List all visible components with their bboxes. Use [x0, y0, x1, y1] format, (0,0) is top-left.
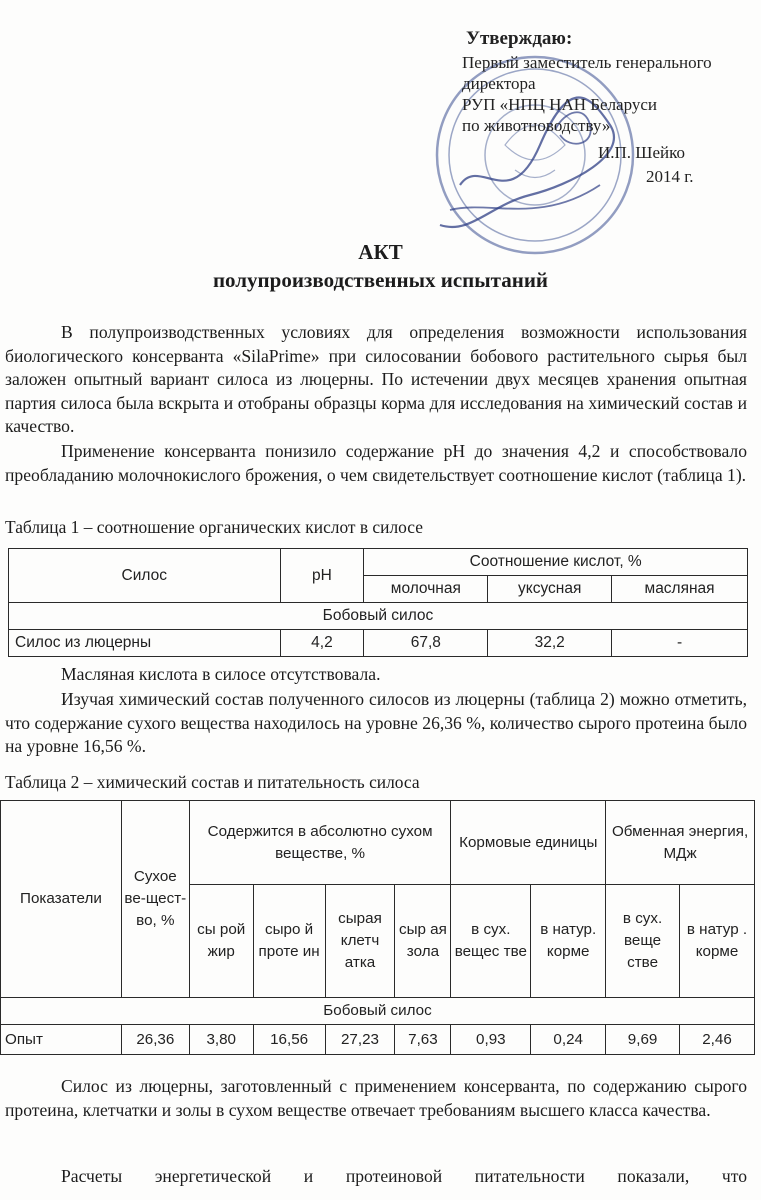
table-cell: 2,46 — [680, 1025, 755, 1055]
table-cell: 9,69 — [606, 1025, 680, 1055]
table1-header-acetic: уксусная — [488, 576, 612, 603]
table1-header-butyric: масляная — [612, 576, 748, 603]
paragraph-quality: Силос из люцерны, заготовленный с применением консерванта, по содержанию сырого протеина, клетчатки и золы в сухом веществе отвечает требованиям высшего класса качества. — [5, 1076, 747, 1120]
table-cell: 27,23 — [325, 1025, 395, 1055]
paragraph-composition: Изучая химический состав полученного силосов из люцерны (таблица 2) можно отметить, что содержание сухого вещества находилось на уровне 26,36 %, количество сырого протеина было на уровне 16,56 %. — [5, 689, 747, 756]
approval-block — [462, 28, 752, 186]
approval-line: РУП «НПЦ НАН Беларуси — [462, 95, 658, 114]
table2-header-en-nat: в натур . корме — [680, 885, 755, 998]
table-cell: Опыт — [1, 1025, 122, 1055]
approval-year: 2014 г. — [646, 167, 694, 186]
table2-header-fat: сы рой жир — [189, 885, 253, 998]
document-title: АКТ — [358, 240, 403, 264]
approval-line: директора — [462, 74, 536, 93]
approval-signer: И.П. Шейко — [598, 143, 685, 162]
table-cell: Силос из люцерны — [9, 630, 281, 657]
table2-header-en-dry: в сух. веще стве — [606, 885, 680, 998]
approval-heading: Утверждаю: — [466, 28, 573, 49]
document-subtitle: полупроизводственных испытаний — [212, 268, 549, 292]
table2-header-protein: сыро й проте ин — [253, 885, 325, 998]
table-cell: 4,2 — [280, 630, 364, 657]
paragraph-energy: Расчеты энергетической и протеиновой питательности показали, что — [61, 1166, 747, 1186]
table1-header-lactic: молочная — [364, 576, 488, 603]
table2-header-fiber: сырая клетч атка — [325, 885, 395, 998]
table-cell: 0,93 — [451, 1025, 531, 1055]
table2-header-contains: Содержится в абсолютно сухом веществе, % — [189, 801, 451, 885]
table2-header-energy: Обменная энергия, МДж — [606, 801, 755, 885]
table1-group-row: Бобовый силос — [9, 603, 748, 630]
table-cell: 67,8 — [364, 630, 488, 657]
paragraph-ph: Применение консерванта понизило содержание рН до значения 4,2 и способствовало преобладанию молочнокислого брожения, о чем свидетельствует соотношение кислот (таблица 1). — [5, 441, 747, 485]
chemical-composition-table — [0, 800, 755, 1055]
paragraph-intro: В полупроизводственных условиях для определения возможности использования биологического консерванта «SilaPrime» при силосовании бобового растительного сырья был заложен опытный вариант силоса из люцерны. По истечении двух месяцев хранения опытная партия силоса была вскрыта и отобраны образцы корма для исследования на химический состав и качество. — [5, 322, 747, 436]
table-cell: 16,56 — [253, 1025, 325, 1055]
table1-header-silage: Силос — [9, 549, 281, 603]
table-cell: 26,36 — [121, 1025, 189, 1055]
table-cell: 32,2 — [488, 630, 612, 657]
table-row — [1, 1025, 755, 1055]
table-cell: 3,80 — [189, 1025, 253, 1055]
table2-header-feed-units: Кормовые единицы — [451, 801, 606, 885]
table2-caption: Таблица 2 – химический состав и питательность силоса — [5, 772, 420, 792]
table2-header-indicators: Показатели — [1, 801, 122, 998]
table2-header-fu-nat: в натур. корме — [531, 885, 606, 998]
approval-line: Первый заместитель генерального — [462, 53, 712, 72]
table-cell: - — [612, 630, 748, 657]
acid-ratio-table — [8, 548, 748, 657]
table1-caption: Таблица 1 – соотношение органических кислот в силосе — [5, 517, 423, 537]
table2-header-ash: сыр ая зола — [395, 885, 451, 998]
table2-header-fu-dry: в сух. вещес тве — [451, 885, 531, 998]
table1-header-ph: pH — [280, 549, 364, 603]
table-cell: 0,24 — [531, 1025, 606, 1055]
table1-header-ratio: Соотношение кислот, % — [364, 549, 748, 576]
table-row — [9, 630, 748, 657]
table-cell: 7,63 — [395, 1025, 451, 1055]
table2-group-row: Бобовый силос — [1, 998, 755, 1025]
paragraph-butyric: Масляная кислота в силосе отсутствовала. — [61, 664, 381, 684]
table2-header-dry-matter: Сухое ве-щест-во, % — [121, 801, 189, 998]
approval-line: по животноводству» — [462, 116, 611, 135]
